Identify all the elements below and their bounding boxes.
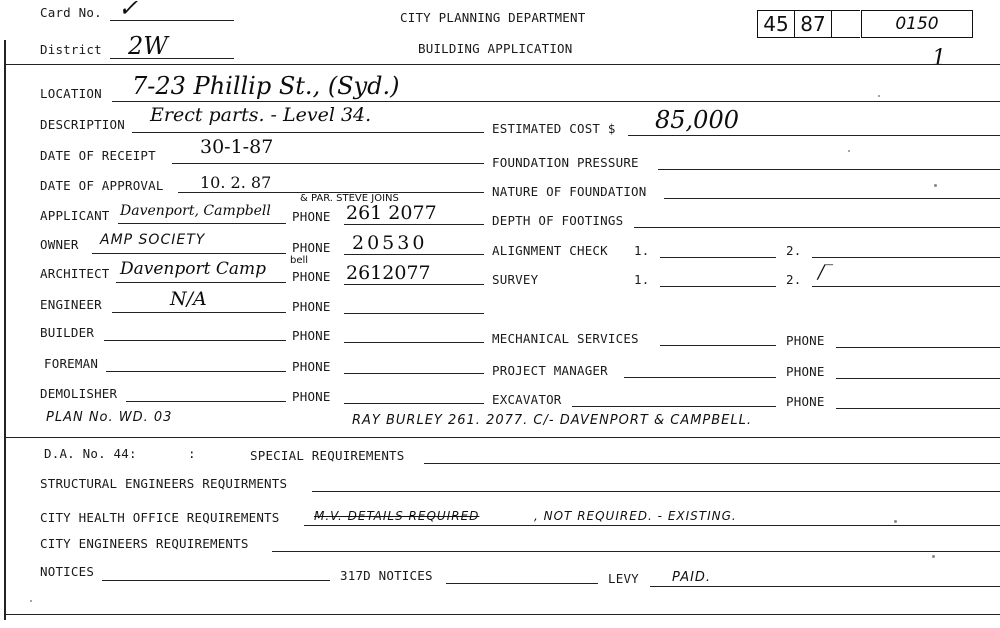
alignment-num-1: 1. <box>634 243 650 258</box>
excavator-line <box>572 406 776 407</box>
ref-box-spacer <box>832 10 860 38</box>
levy-label: LEVY <box>608 571 639 586</box>
bottom-rule <box>6 614 1000 615</box>
health-requirements-label: CITY HEALTH OFFICE REQUIREMENTS <box>40 510 280 525</box>
header-divider <box>6 64 1000 65</box>
foundation-pressure-label: FOUNDATION PRESSURE <box>492 155 639 170</box>
plan-number-note: PLAN No. WD. 03 <box>46 410 173 425</box>
applicant-value: Davenport, Campbell <box>120 203 271 219</box>
levy-value: PAID. <box>672 570 712 585</box>
mechanical-phone-line <box>836 347 1000 348</box>
location-line <box>112 101 1000 102</box>
scan-speck <box>932 555 935 558</box>
engineer-phone-label: PHONE <box>292 299 331 314</box>
foreman-line <box>106 371 286 372</box>
nature-foundation-label: NATURE OF FOUNDATION <box>492 184 647 199</box>
structural-requirements-line <box>312 491 1000 492</box>
demolisher-phone-label: PHONE <box>292 389 331 404</box>
depth-footings-line <box>634 227 1000 228</box>
excavator-phone-label: PHONE <box>786 394 825 409</box>
excavator-phone-line <box>836 408 1000 409</box>
applicant-label: APPLICANT <box>40 208 110 223</box>
excavator-label: EXCAVATOR <box>492 392 562 407</box>
location-value: 7-23 Phillip St., (Syd.) <box>132 72 400 100</box>
engineer-label: ENGINEER <box>40 297 102 312</box>
survey-label: SURVEY <box>492 272 539 287</box>
owner-phone-value: 20530 <box>352 232 428 254</box>
notes-divider <box>6 437 1000 438</box>
foreman-phone-line <box>344 373 484 374</box>
architect-phone-line <box>344 284 484 285</box>
depth-footings-label: DEPTH OF FOOTINGS <box>492 213 624 228</box>
estimated-cost-label: ESTIMATED COST $ <box>492 121 616 136</box>
architect-phone-label: PHONE <box>292 269 331 284</box>
demolisher-label: DEMOLISHER <box>40 386 118 401</box>
card-no-label: Card No. <box>40 5 102 20</box>
engineer-phone-line <box>344 313 484 314</box>
project-manager-label: PROJECT MANAGER <box>492 363 608 378</box>
description-line <box>132 132 484 133</box>
architect-label: ARCHITECT <box>40 266 110 281</box>
foundation-pressure-line <box>658 169 1000 170</box>
ref-box-a: 45 <box>757 10 795 38</box>
mechanical-label: MECHANICAL SERVICES <box>492 331 639 346</box>
engineer-value: N/A <box>170 288 207 310</box>
architect-note: bell <box>290 255 309 266</box>
survey-num-1: 1. <box>634 272 650 287</box>
levy-line <box>650 586 1000 587</box>
foreman-phone-label: PHONE <box>292 359 331 374</box>
scan-speck <box>848 150 850 152</box>
special-requirements-label: SPECIAL REQUIREMENTS <box>250 448 405 463</box>
survey-2-value: /‾ <box>818 262 834 283</box>
health-requirements-line <box>304 525 1000 526</box>
date-approval-value: 10. 2. 87 <box>200 173 272 192</box>
date-receipt-label: DATE OF RECEIPT <box>40 148 156 163</box>
architect-line <box>116 282 286 283</box>
owner-label: OWNER <box>40 237 79 252</box>
project-manager-line <box>624 377 776 378</box>
date-receipt-line <box>172 163 484 164</box>
notices-317d-line <box>446 583 598 584</box>
description-value: Erect parts. - Level 34. <box>150 104 372 126</box>
date-approval-label: DATE OF APPROVAL <box>40 178 164 193</box>
alignment-line-1 <box>660 257 776 258</box>
demolisher-phone-line <box>344 403 484 404</box>
left-margin-rule <box>4 40 6 620</box>
scan-speck <box>30 600 32 602</box>
mechanical-phone-label: PHONE <box>786 333 825 348</box>
applicant-phone-value: 261 2077 <box>346 202 437 224</box>
owner-line <box>92 253 286 254</box>
ref-box-b: 87 <box>794 10 832 38</box>
survey-line-1 <box>660 286 776 287</box>
engineers-requirements-label: CITY ENGINEERS REQUIREMENTS <box>40 536 249 551</box>
architect-phone-value: 2612077 <box>346 262 431 284</box>
builder-phone-line <box>344 342 484 343</box>
applicant-phone-line <box>344 224 484 225</box>
estimated-cost-value: 85,000 <box>655 106 739 134</box>
contact-note: RAY BURLEY 261. 2077. C/- DAVENPORT & CAMPBELL. <box>352 413 753 428</box>
date-receipt-value: 30-1-87 <box>200 136 274 158</box>
project-manager-phone-label: PHONE <box>786 364 825 379</box>
scan-speck <box>934 184 937 187</box>
da-number-label: D.A. No. 44: <box>44 446 137 461</box>
district-label: District <box>40 42 102 57</box>
card-no-value: ✓ <box>118 0 139 22</box>
owner-phone-label: PHONE <box>292 240 331 255</box>
health-requirements-value: , NOT REQUIRED. - EXISTING. <box>534 509 737 523</box>
district-value: 2W <box>128 32 168 60</box>
architect-value: Davenport Camp <box>120 259 267 279</box>
nature-foundation-line <box>664 198 1000 199</box>
builder-label: BUILDER <box>40 325 95 340</box>
form-title: BUILDING APPLICATION <box>418 41 573 56</box>
demolisher-line <box>126 401 286 402</box>
ref-box-c: 0150 <box>861 10 973 38</box>
project-manager-phone-line <box>836 378 1000 379</box>
department-title: CITY PLANNING DEPARTMENT <box>400 10 586 25</box>
scan-speck <box>878 95 880 97</box>
alignment-line-2 <box>812 257 1000 258</box>
builder-phone-label: PHONE <box>292 328 331 343</box>
ref-box-d: 1 <box>932 46 946 71</box>
builder-line <box>104 340 286 341</box>
owner-phone-line <box>344 254 484 255</box>
notices-line <box>102 580 330 581</box>
structural-requirements-label: STRUCTURAL ENGINEERS REQUIRMENTS <box>40 476 288 491</box>
scan-speck <box>894 520 897 523</box>
applicant-note: & PAR. STEVE JOINS <box>300 193 399 204</box>
owner-value: AMP SOCIETY <box>100 232 206 248</box>
notices-label: NOTICES <box>40 564 95 579</box>
description-label: DESCRIPTION <box>40 117 125 132</box>
alignment-check-label: ALIGNMENT CHECK <box>492 243 608 258</box>
mechanical-line <box>660 345 776 346</box>
applicant-line <box>118 223 286 224</box>
notices-317d-label: 317D NOTICES <box>340 568 433 583</box>
survey-line-2 <box>812 286 1000 287</box>
location-label: LOCATION <box>40 86 102 101</box>
health-struck-text: M.V. DETAILS REQUIRED <box>314 509 480 523</box>
alignment-num-2: 2. <box>786 243 802 258</box>
engineer-line <box>112 312 286 313</box>
foreman-label: FOREMAN <box>44 356 99 371</box>
estimated-cost-line <box>628 135 1000 136</box>
special-requirements-line <box>424 463 1000 464</box>
da-number-colon: : <box>188 446 196 461</box>
engineers-requirements-line <box>272 551 1000 552</box>
applicant-phone-label: PHONE <box>292 209 331 224</box>
survey-num-2: 2. <box>786 272 802 287</box>
